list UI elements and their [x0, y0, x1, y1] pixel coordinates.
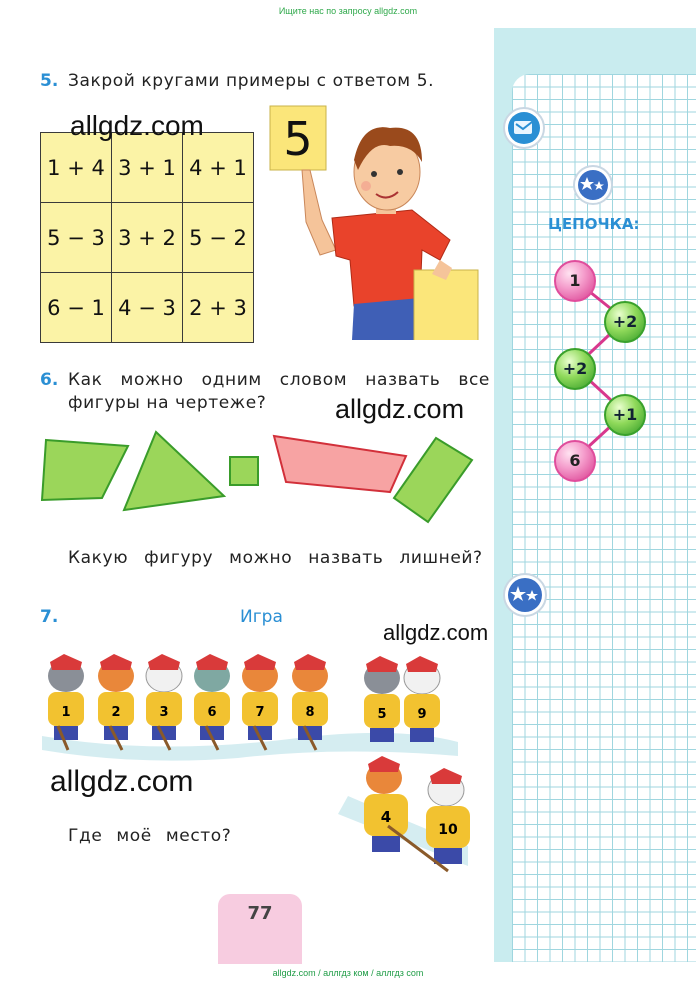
- expression-cell[interactable]: 1 + 4: [41, 133, 112, 203]
- task-5-number: 5.: [40, 71, 59, 91]
- chain-item-5: 6: [554, 440, 596, 482]
- jersey-number: 10: [438, 822, 458, 838]
- stars-icon: [502, 572, 548, 618]
- expression-cell[interactable]: 4 − 3: [112, 273, 183, 343]
- expression-cell[interactable]: 5 − 2: [183, 203, 254, 273]
- hockey-cat: [364, 656, 400, 742]
- expression-cell[interactable]: 6 − 1: [41, 273, 112, 343]
- watermark: allgdz.com: [50, 765, 194, 798]
- jersey-number: 9: [417, 707, 427, 722]
- jersey-number: 4: [380, 808, 392, 826]
- task-6-question: Какую фигуру можно назвать лишней?: [68, 548, 483, 568]
- hockey-cat: [292, 654, 328, 740]
- jersey-number: 7: [255, 705, 265, 720]
- chain-item-3: +2: [554, 348, 596, 390]
- notebook-icon: [502, 106, 546, 150]
- shapes-drawing: [36, 426, 482, 526]
- expression-cell[interactable]: 3 + 1: [112, 133, 183, 203]
- boy-illustration: [262, 100, 482, 340]
- task-7-number: 7.: [40, 607, 59, 627]
- task-6-text-line1: Как можно одним словом назвать все: [68, 370, 490, 390]
- jersey-number: 6: [207, 705, 217, 720]
- hockey-cat: [242, 654, 278, 740]
- task-7-question: Где моё место?: [68, 826, 232, 846]
- page-number: 77: [247, 903, 273, 924]
- square-shape: [230, 457, 258, 485]
- task-6-number: 6.: [40, 370, 59, 390]
- expression-cell[interactable]: 2 + 3: [183, 273, 254, 343]
- trapezoid-shape: [274, 436, 406, 492]
- watermark: allgdz.com: [335, 394, 465, 424]
- expression-cell[interactable]: 3 + 2: [112, 203, 183, 273]
- triangle-shape: [124, 432, 224, 510]
- stars-icon: [572, 164, 614, 206]
- watermark: allgdz.com: [70, 110, 204, 141]
- chain-title: ЦЕПОЧКА:: [548, 215, 640, 233]
- task-7-title: Игра: [240, 607, 283, 627]
- jersey-number: 2: [111, 705, 121, 720]
- jersey-number: 5: [377, 707, 387, 722]
- expression-cell[interactable]: 5 − 3: [41, 203, 112, 273]
- watermark: allgdz.com: [383, 620, 489, 645]
- hockey-cat: [98, 654, 134, 740]
- chain-item-2: +2: [604, 301, 646, 343]
- hockey-cat: [48, 654, 84, 740]
- chain-item-4: +1: [604, 394, 646, 436]
- hockey-cat: [146, 654, 182, 740]
- rectangle-shape: [394, 438, 472, 522]
- grid-paper: [512, 74, 696, 962]
- footer-link[interactable]: allgdz.com / аллгдз ком / аллгдз com: [272, 968, 424, 978]
- card-number: 5: [283, 112, 313, 166]
- expression-cell[interactable]: 4 + 1: [183, 133, 254, 203]
- jersey-number: 1: [61, 705, 71, 720]
- jersey-number: 3: [159, 705, 169, 720]
- hockey-cat: [404, 656, 440, 742]
- quadrilateral-shape: [42, 440, 128, 500]
- header-link[interactable]: Ищите нас по запросу allgdz.com: [278, 6, 418, 16]
- chain-item-1: 1: [554, 260, 596, 302]
- task-6-text-line2: фигуры на чертеже?: [68, 393, 267, 413]
- expression-grid: [40, 132, 254, 343]
- task-5-text: Закрой кругами примеры с ответом 5.: [68, 71, 435, 91]
- jersey-number: 8: [305, 705, 315, 720]
- hockey-cat: [194, 654, 230, 740]
